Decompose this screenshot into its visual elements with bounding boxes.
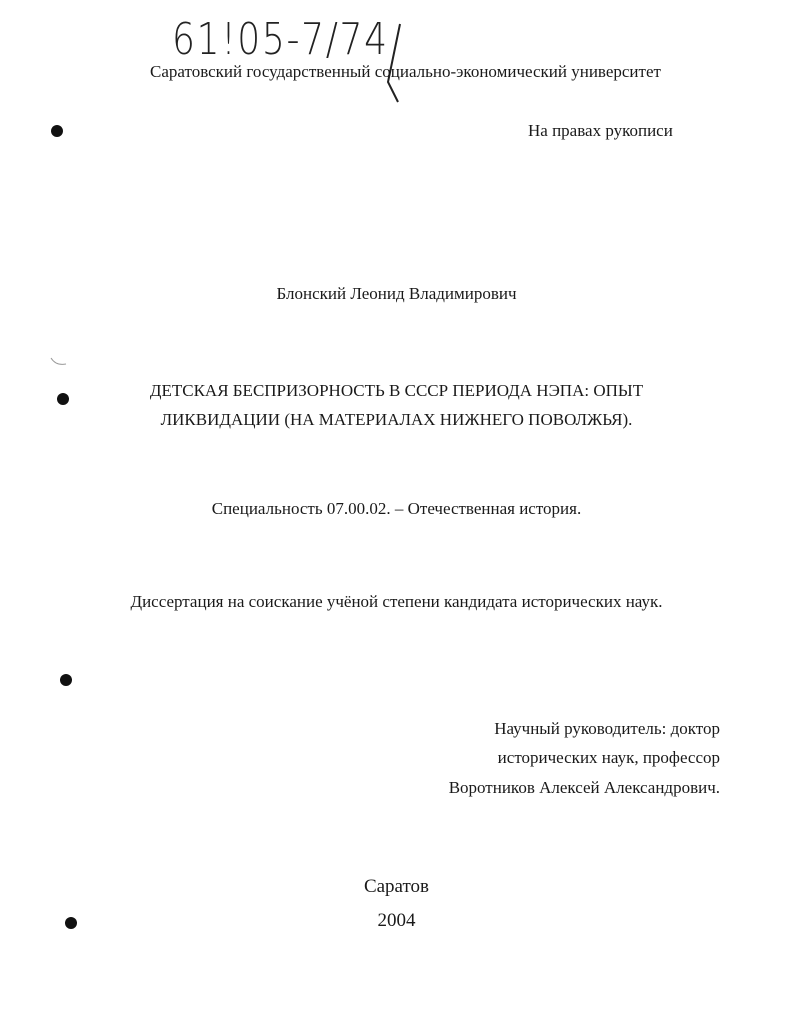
handwritten-archive-code: 61!05-7/74 xyxy=(172,14,389,65)
university-name: Саратовский государственный социально-экономический университет xyxy=(150,62,661,81)
binder-hole-mark-1 xyxy=(48,122,66,140)
binder-hole-mark-2 xyxy=(54,390,72,408)
title-line-1: ДЕТСКАЯ БЕСПРИЗОРНОСТЬ В СССР ПЕРИОДА НЭПА: ОПЫТ xyxy=(149,381,644,400)
scan-smudge-mark xyxy=(48,355,70,369)
manuscript-rights-note: На правах рукописи xyxy=(528,121,673,140)
binder-hole-mark-4 xyxy=(62,914,80,932)
year: 2004 xyxy=(377,910,416,931)
author-name: Блонский Леонид Владимирович xyxy=(276,284,517,303)
title-line-2: ЛИКВИДАЦИИ (НА МАТЕРИАЛАХ НИЖНЕГО ПОВОЛЖЬЯ). xyxy=(160,410,633,429)
city: Саратов xyxy=(363,876,430,897)
supervisor-line-2: исторических наук, профессор xyxy=(497,748,720,767)
dissertation-note: Диссертация на соискание учёной степени кандидата исторических наук. xyxy=(130,592,663,611)
supervisor-line-3: Воротников Алексей Александрович. xyxy=(448,778,720,797)
specialty-line: Специальность 07.00.02. – Отечественная история. xyxy=(211,499,582,518)
binder-hole-mark-3 xyxy=(57,671,75,689)
supervisor-line-1: Научный руководитель: доктор xyxy=(494,719,720,738)
